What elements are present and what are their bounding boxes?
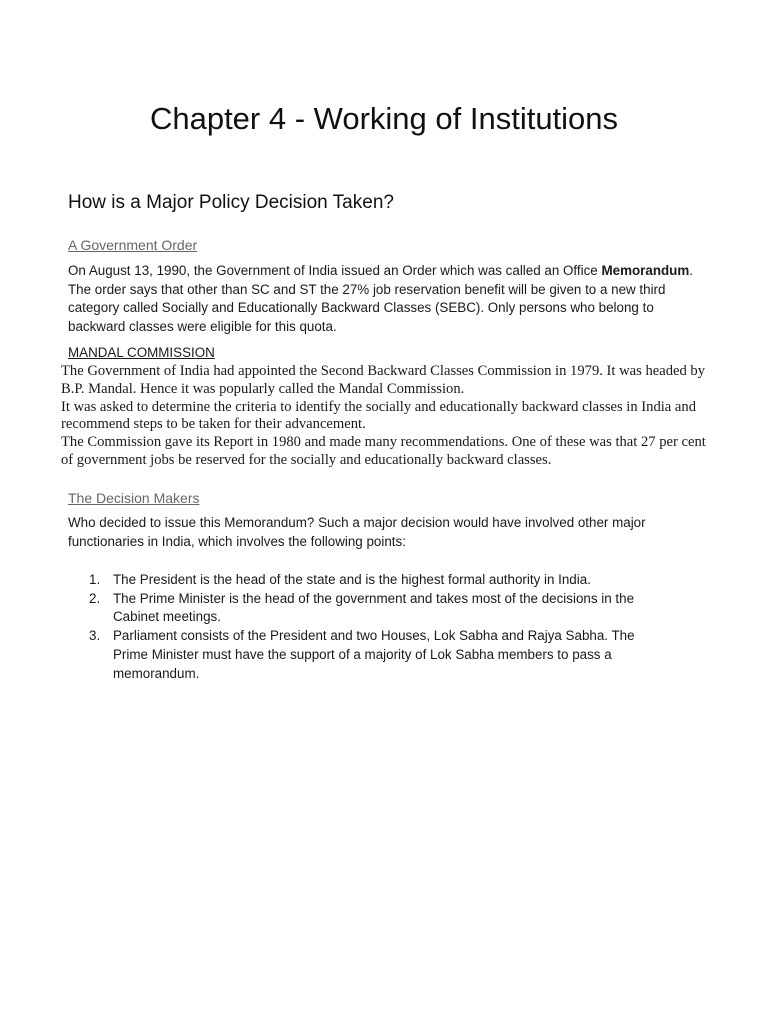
mandal-commission-heading: MANDAL COMMISSION (68, 345, 215, 360)
decision-makers-list (68, 571, 668, 683)
list-item-text: The President is the head of the state and is the highest formal authority in India. (113, 572, 591, 587)
section-heading: How is a Major Policy Decision Taken? (68, 192, 394, 213)
list-item (68, 627, 668, 683)
memorandum-bold-term: Memorandum (601, 263, 690, 278)
page-title: Chapter 4 - Working of Institutions (149, 101, 619, 136)
decision-makers-heading: The Decision Makers (68, 490, 200, 506)
government-order-paragraph (68, 262, 708, 337)
government-order-text-start: On August 13, 1990, the Government of India issued an Order which was called an Office (68, 263, 602, 278)
list-item-number: 2. (89, 590, 101, 606)
list-item (68, 590, 668, 627)
list-item-number: 1. (89, 572, 101, 587)
list-item (68, 571, 668, 590)
decision-makers-intro: Who decided to issue this Memorandum? Such a major decision would have involved other major functionaries in India, which involves the following points: (68, 515, 646, 549)
mandal-commission-body (61, 363, 709, 470)
government-order-text-end: . The order says that other than SC and ST the 27% job reservation benefit will be given to a new third category called Socially and Educationally Backward Classes (SEBC). Only persons who belong to backward classes were eligible for this quota. (68, 263, 693, 335)
list-item-number: 3. (89, 628, 101, 644)
mandal-paragraph-2: It was asked to determine the criteria to identify the socially and educationally backward classes in India and recommend steps to be taken for their advancement. (61, 398, 697, 433)
mandal-paragraph-3: The Commission gave its Report in 1980 and made many recommendations. One of these was that 27 per cent of government jobs be reserved for the socially and educationally backward classes. (61, 434, 706, 468)
mandal-paragraph-1: The Government of India had appointed the Second Backward Classes Commission in 1979. It was headed by B.P. Mandal. Hence it was popularly called the Mandal Commission. (61, 363, 706, 397)
list-item-text: Parliament consists of the President and two Houses, Lok Sabha and Rajya Sabha. The Prime Minister must have the support of a majority of Lok Sabha members to pass a memorandum. (113, 628, 635, 681)
list-item-text: The Prime Minister is the head of the government and takes most of the decisions in the Cabinet meetings. (113, 590, 635, 625)
government-order-heading: A Government Order (68, 237, 198, 253)
